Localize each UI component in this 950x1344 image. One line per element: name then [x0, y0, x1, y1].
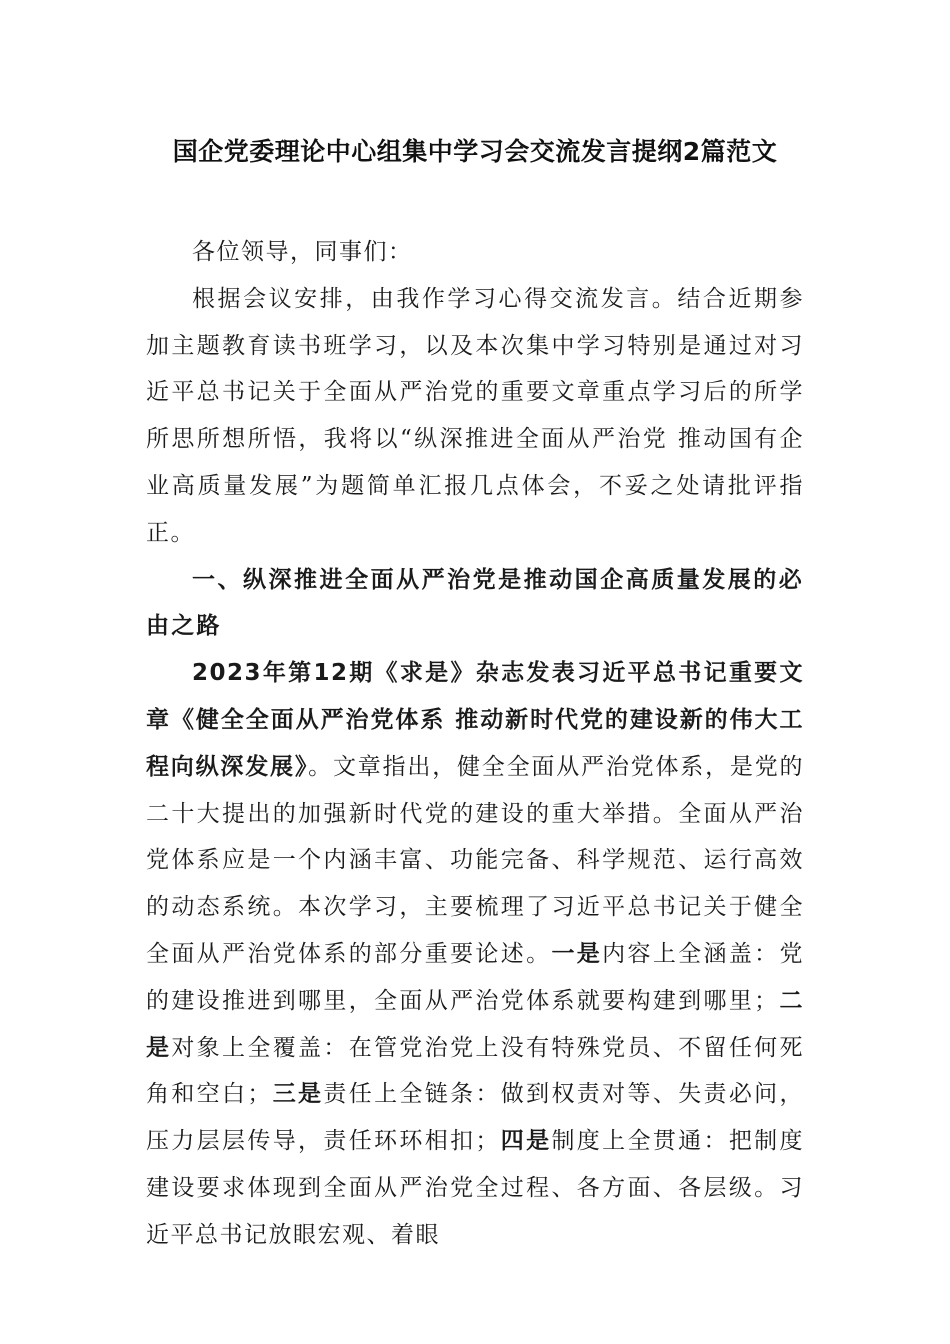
point-text: 制度上全贯通：把制度建设要求体现到全面从严治党全过程、各方面、各层级。习近平总书记放眼宏观、着眼 — [146, 1128, 805, 1248]
paragraph-text: 。文章指出，健全全面从严治党体系，是党的二十大提出的加强新时代党的建设的重大举措。全面从严治党体系应是一个内涵丰富、功能完备、科学规范、运行高效的动态系统。本次学习，主要梳理了习近平总书记关于健全全面从严治党体系的部分重要论述。 — [146, 753, 805, 967]
point-label: 四是 — [499, 1128, 552, 1155]
section-heading: 一、纵深推进全面从严治党是推动国企高质量发展的必由之路 — [146, 566, 804, 640]
paragraph-lead: 2023年第12期《求是》杂志发表习近平总书记重要文章《健全全面从严治党体系 推动新时代党的建设新的伟大工程向纵深发展》 — [146, 660, 804, 780]
point-text: 内容上全涵盖：党的建设推进到哪里，全面从严治党体系就要构建到哪里； — [146, 940, 805, 1014]
document-body — [146, 229, 804, 1259]
body-paragraph — [146, 650, 804, 1258]
point-text: 对象上全覆盖：在管党治党上没有特殊党员、不留任何死角和空白； — [146, 1034, 805, 1108]
intro-paragraph: 根据会议安排，由我作学习心得交流发言。结合近期参加主题教育读书班学习，以及本次集中学习特别是通过对习近平总书记关于全面从严治党的重要文章重点学习后的所学所思所想所悟，我将以“纵深推进全面从严治党 推动国有企业高质量发展”为题简单汇报几点体会，不妥之处请批评指正。 — [146, 285, 804, 546]
point-label: 一是 — [551, 940, 603, 967]
salutation: 各位领导，同事们： — [192, 239, 413, 265]
point-label: 二是 — [146, 987, 805, 1061]
point-text: 责任上全链条：做到权责对等、失责必问，压力层层传导，责任环环相扣； — [146, 1081, 805, 1155]
point-label: 三是 — [271, 1081, 324, 1108]
document-title: 国企党委理论中心组集中学习会交流发言提纲2篇范文 — [172, 137, 778, 166]
